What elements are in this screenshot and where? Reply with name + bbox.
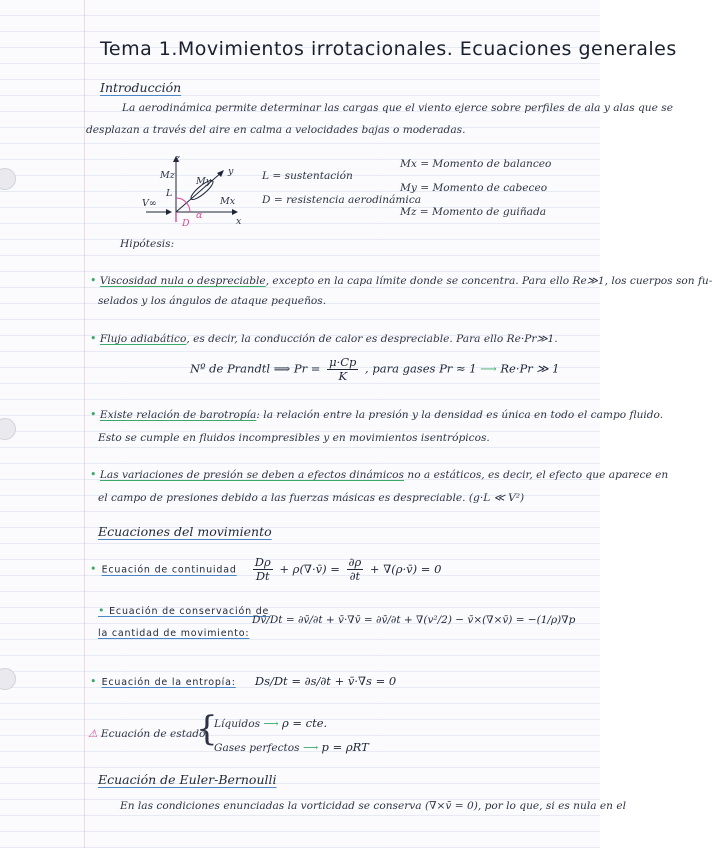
intro-line-2: desplazan a través del aire en calma a velocidades bajas o moderadas. [86, 124, 466, 136]
diagram-alpha: α [196, 210, 203, 221]
diagram-x: x [236, 216, 242, 227]
hipotesis-3: • Existe relación de barotropía: la relación entre la presión y la densidad es única en todo el campo fluido. [90, 408, 664, 421]
entropy-equation-row: • Ecuación de la entropía: Ds/Dt = ∂s/∂t + v̄·∇s = 0 [90, 674, 397, 688]
def-my: My = Momento de cabeceo [400, 182, 548, 194]
diagram-my: My [196, 176, 212, 187]
binder-hole [0, 168, 16, 190]
page-title: Tema 1.Movimientos irrotacionales. Ecuaciones generales [100, 38, 677, 60]
hipotesis-2: • Flujo adiabático, es decir, la conducción de calor es despreciable. Para ello Re·Pr≫1. [90, 332, 558, 345]
def-mx: Mx = Momento de balanceo [400, 158, 552, 170]
brace: { [196, 709, 218, 749]
def-mz: Mz = Momento de guiñada [400, 206, 547, 218]
diagram-d: D [182, 218, 190, 229]
gases-row: Gases perfectos ⟶ p = ρRT [214, 740, 369, 754]
entropy-equation: Ds/Dt = ∂s/∂t + v̄·∇s = 0 [254, 674, 397, 688]
binder-hole [0, 418, 16, 440]
momentum-label-1: • Ecuación de conservación de [98, 604, 270, 617]
continuity-equation-row: • Ecuación de continuidad $\frac{D\rho}{Dt}$ + ρ(∇·v̄) = $\frac{\partial\rho}{\partial t}$ + ∇(ρ·v̄) = 0 [90, 555, 442, 583]
momentum-equation: Dv̄/Dt = ∂v̄/∂t + v̄·∇v̄ = ∂v̄/∂t + ∇(v²/2) − v̄×(∇×v̄) = −(1/ρ)∇p [252, 614, 576, 626]
diagram-mz: Mz [160, 170, 175, 181]
diagram-mx: Mx [220, 196, 236, 207]
diagram-l: L [166, 188, 173, 199]
entropy-label: Ecuación de la entropía: [101, 677, 236, 688]
x-axis-arrow [232, 209, 238, 215]
euler-heading: Ecuación de Euler-Bernoulli [98, 772, 277, 787]
hipotesis-1: • Viscosidad nula o despreciable, excepto en la capa límite donde se concentra. Para ello Re≫1, los cuerpos son fu- [90, 274, 712, 287]
hipotesis-label: Hipótesis: [120, 238, 175, 250]
diagram-vinf: V∞ [142, 198, 157, 209]
intro-heading: Introducción [100, 80, 182, 95]
movimiento-heading: Ecuaciones del movimiento [98, 524, 272, 539]
def-lift: L = sustentación [262, 170, 353, 182]
liquids-row: Líquidos ⟶ ρ = cte. [214, 716, 328, 730]
hipotesis-4-cont: el campo de presiones debido a las fuerzas másicas es despreciable. (g·L ≪ V²) [98, 492, 525, 504]
margin-line [84, 0, 85, 848]
euler-line-1: En las condiciones enunciadas la vorticidad se conserva (∇×v̄ = 0), por lo que, si es nula en el [120, 800, 627, 812]
diagram-y: y [228, 166, 234, 177]
prandtl-equation: Nº de Prandtl ⟹ Pr = $\frac{\mu\cdot Cp}{K}$ , para gases Pr ≈ 1 ⟶ Re·Pr ≫ 1 [190, 355, 560, 383]
hipotesis-4: • Las variaciones de presión se deben a efectos dinámicos no a estáticos, es decir, el efecto que aparece en [90, 468, 669, 481]
hipotesis-1-cont: selados y los ángulos de ataque pequeños. [98, 295, 327, 307]
hipotesis-3-cont: Esto se cumple en fluidos incompresibles y en movimientos isentrópicos. [98, 432, 490, 444]
momentum-label-2: la cantidad de movimiento: [98, 628, 250, 639]
continuity-label: Ecuación de continuidad [101, 564, 237, 576]
def-drag: D = resistencia aerodinámica [262, 194, 422, 206]
binder-hole [0, 668, 16, 690]
state-equation-label: ⚠ Ecuación de estado [88, 728, 206, 740]
intro-line-1: La aerodinámica permite determinar las cargas que el viento ejerce sobre perfiles de ala y alas que se [122, 102, 673, 114]
diagram-z: z [175, 153, 181, 164]
warning-icon: ⚠ [88, 728, 98, 740]
